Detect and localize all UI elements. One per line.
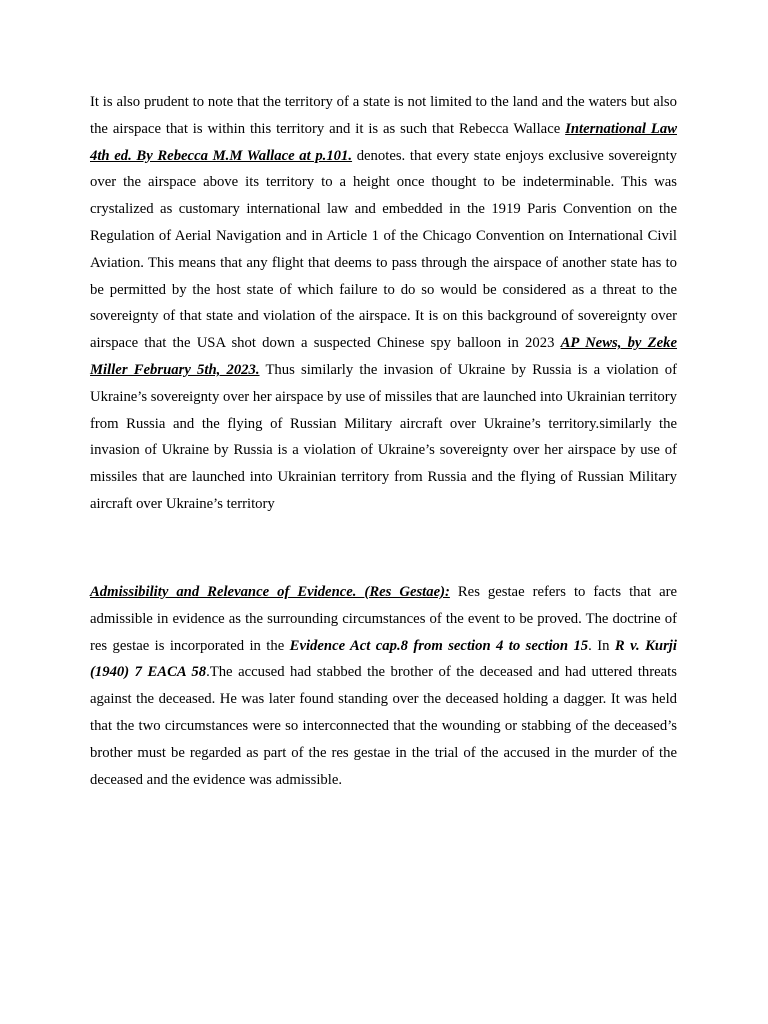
statute-reference: Evidence Act cap.8 from section 4 to section 15 [289,637,589,654]
paragraph-text: It is also prudent to note that the territory of a state is not limited to the land and the waters but also the airspace that is within this territory and it is as such that Rebecca Wallace [90,94,677,137]
paragraph-text: .The accused had stabbed the brother of the deceased and had uttered threats against the deceased. He was later found standing over the deceased holding a dagger. It was held that the two circumstances were so interconnected that the wounding or stabbing of the deceased’s brother must be regarded as part of the res gestae in the trial of the accused in the murder of the deceased and the evidence was admissible. [90,664,677,788]
paragraph-text: denotes. that every state enjoys exclusive sovereignty over the airspace above its territory to a height once thought to be indeterminable. This was crystalized as customary international law and embedded in the 1919 Paris Convention on the Regulation of Aerial Navigation and in Article 1 of the Chicago Convention on International Civil Aviation. This means that any flight that deems to pass through the airspace of another state has to be permitted by the host state of which failure to do so would be considered as a threat to the sovereignty of that state and violation of the airspace. It is on this background of sovereignty over airspace that the USA shot down a suspected Chinese spy balloon in 2023 [90,147,677,352]
paragraph-airspace-sovereignty [90,89,677,518]
paragraph-text: . In [588,637,615,654]
citation-wallace: International Law 4th ed. By Rebecca M.M Wallace at p.101. [90,120,677,164]
citation-ap-news: AP News, by Zeke Miller February 5th, 2023. [90,335,678,378]
paragraph-res-gestae [90,579,677,793]
paragraph-text: Res gestae refers to facts that are admissible in evidence as the surrounding circumstances of the event to be proved. The doctrine of res gestae is incorporated in the [90,584,677,654]
case-citation: R v. Kurji (1940) 7 EACA 58 [90,637,677,681]
section-heading: Admissibility and Relevance of Evidence. (Res Gestae): [90,584,450,600]
paragraph-text: Thus similarly the invasion of Ukraine by Russia is a violation of Ukraine’s sovereignty over her airspace by use of missiles that are launched into Ukrainian territory from Russia and the flying of Russian Military aircraft over Ukraine’s territory.similarly the invasion of Ukraine by Russia is a violation of Ukraine’s sovereignty over her airspace by use of missiles that are launched into Ukrainian territory from Russia and the flying of Russian Military aircraft over Ukraine’s territory [90,361,677,512]
